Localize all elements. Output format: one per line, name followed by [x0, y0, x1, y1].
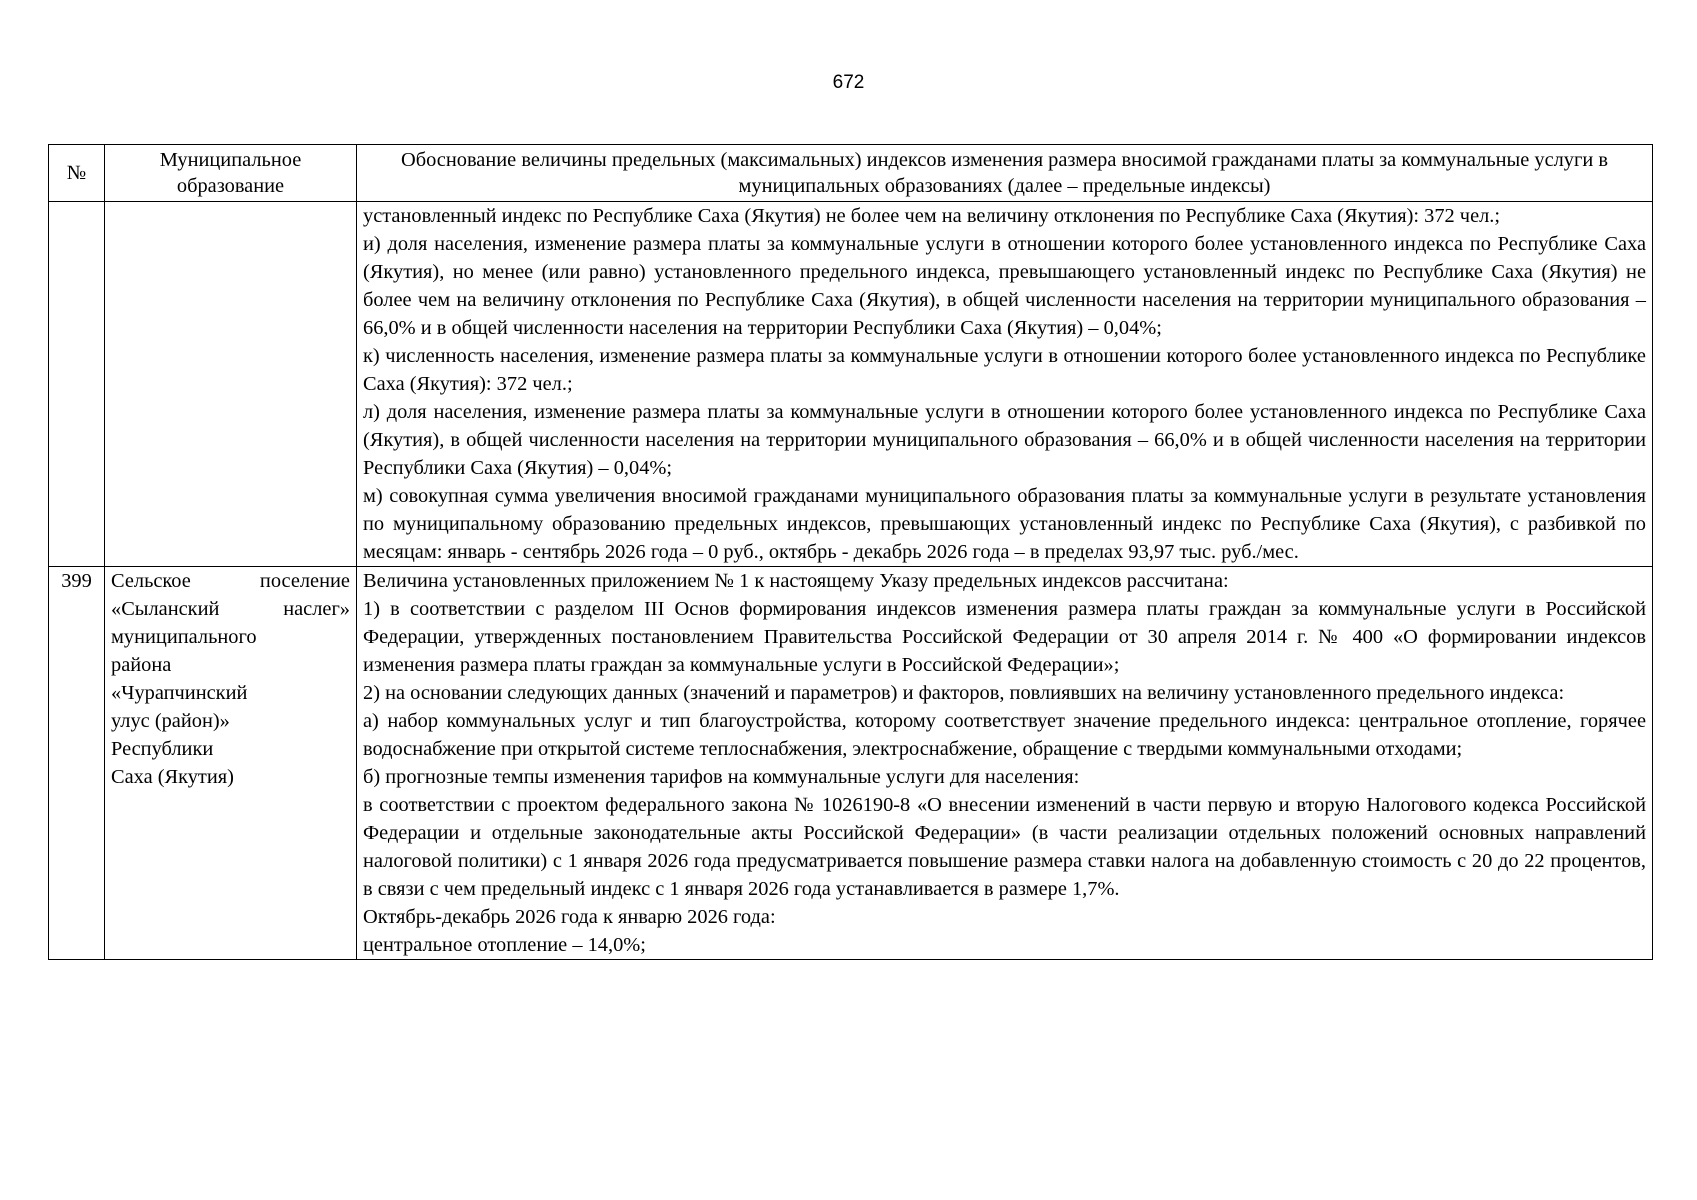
justification-table — [48, 144, 1653, 960]
municipality-line: Республики — [111, 738, 214, 760]
municipality-cell — [105, 567, 357, 960]
justification-paragraph: а) набор коммунальных услуг и тип благоустройства, которому соответствует значение предельного индекса: центральное отопление, горячее водоснабжение при открытой системе теплоснабжения, электроснабжение, обращение с твердыми коммунальными отходами; — [363, 710, 1646, 760]
justification-paragraph: Величина установленных приложением № 1 к настоящему Указу предельных индексов рассчитана: — [363, 570, 1229, 592]
municipality-cell — [105, 202, 357, 567]
municipality-line: улус (район)» — [111, 710, 230, 732]
table-row-399 — [49, 567, 1653, 960]
justification-paragraph: к) численность населения, изменение размера платы за коммунальные услуги в отношении которого более установленного индекса по Республике Саха (Якутия): 372 чел.; — [363, 345, 1646, 395]
municipality-line: Саха (Якутия) — [111, 766, 234, 788]
header-number: № — [49, 145, 105, 202]
justification-paragraph: л) доля населения, изменение размера платы за коммунальные услуги в отношении которого более установленного индекса по Республике Саха (Якутия), в общей численности населения на территории муниципального образования – 66,0% и в общей численности населения на территории Республики Саха (Якутия) – 0,04%; — [363, 401, 1646, 479]
justification-paragraph: Октябрь-декабрь 2026 года к январю 2026 года: — [363, 906, 776, 928]
municipality-line: «Чурапчинский — [111, 682, 248, 704]
justification-paragraph: м) совокупная сумма увеличения вносимой гражданами муниципального образования платы за коммунальные услуги в результате установления по муниципальному образованию предельных индексов, превышающих установленный индекс по Республике Саха (Якутия), с разбивкой по месяцам: январь - сентябрь 2026 года – 0 руб., октябрь - декабрь 2026 года – в пределах 93,97 тыс. руб./мес. — [363, 485, 1646, 563]
justification-paragraph: центральное отопление – 14,0%; — [363, 934, 646, 956]
row-number-cell: 399 — [49, 567, 105, 960]
justification-paragraph: и) доля населения, изменение размера платы за коммунальные услуги в отношении которого более установленного индекса по Республике Саха (Якутия), но менее (или равно) установленного предельного индекса, превышающего установленный индекс по Республике Саха (Якутия) не более чем на величину отклонения по Республике Саха (Якутия), в общей численности населения на территории муниципального образования – 66,0% и в общей численности населения на территории Республики Саха (Якутия) – 0,04%; — [363, 233, 1646, 339]
municipality-line: района — [111, 654, 172, 676]
justification-paragraph: б) прогнозные темпы изменения тарифов на коммунальные услуги для населения: — [363, 766, 1080, 788]
table-row-continuation — [49, 202, 1653, 567]
justification-paragraph: 2) на основании следующих данных (значений и параметров) и факторов, повлиявших на величину установленного предельного индекса: — [363, 682, 1565, 704]
municipality-line: муниципального — [111, 626, 257, 648]
page-number: 672 — [832, 72, 865, 93]
justification-cell — [357, 567, 1653, 960]
header-municipality: Муниципальное образование — [105, 145, 357, 202]
row-number-cell — [49, 202, 105, 567]
justification-paragraph: установленный индекс по Республике Саха (Якутия) не более чем на величину отклонения по Республике Саха (Якутия): 372 чел.; — [363, 205, 1501, 227]
table-header-row — [49, 145, 1653, 202]
justification-cell — [357, 202, 1653, 567]
header-justification: Обоснование величины предельных (максимальных) индексов изменения размера вносимой гражданами платы за коммунальные услуги в муниципальных образованиях (далее – предельные индексы) — [357, 145, 1653, 202]
municipality-line: «Сыланский наслег» — [111, 598, 350, 620]
municipality-line: Сельское поселение — [111, 570, 350, 592]
justification-paragraph: в соответствии с проектом федерального закона № 1026190-8 «О внесении изменений в части первую и вторую Налогового кодекса Российской Федерации и отдельные законодательные акты Российской Федерации» (в части реализации отдельных положений основных направлений налоговой политики) с 1 января 2026 года предусматривается повышение размера ставки налога на добавленную стоимость с 20 до 22 процентов, в связи с чем предельный индекс с 1 января 2026 года устанавливается в размере 1,7%. — [363, 794, 1646, 900]
justification-paragraph: 1) в соответствии с разделом III Основ формирования индексов изменения размера платы граждан за коммунальные услуги в Российской Федерации, утвержденных постановлением Правительства Российской Федерации от 30 апреля 2014 г. № 400 «О формировании индексов изменения размера платы граждан за коммунальные услуги в Российской Федерации»; — [363, 598, 1646, 676]
